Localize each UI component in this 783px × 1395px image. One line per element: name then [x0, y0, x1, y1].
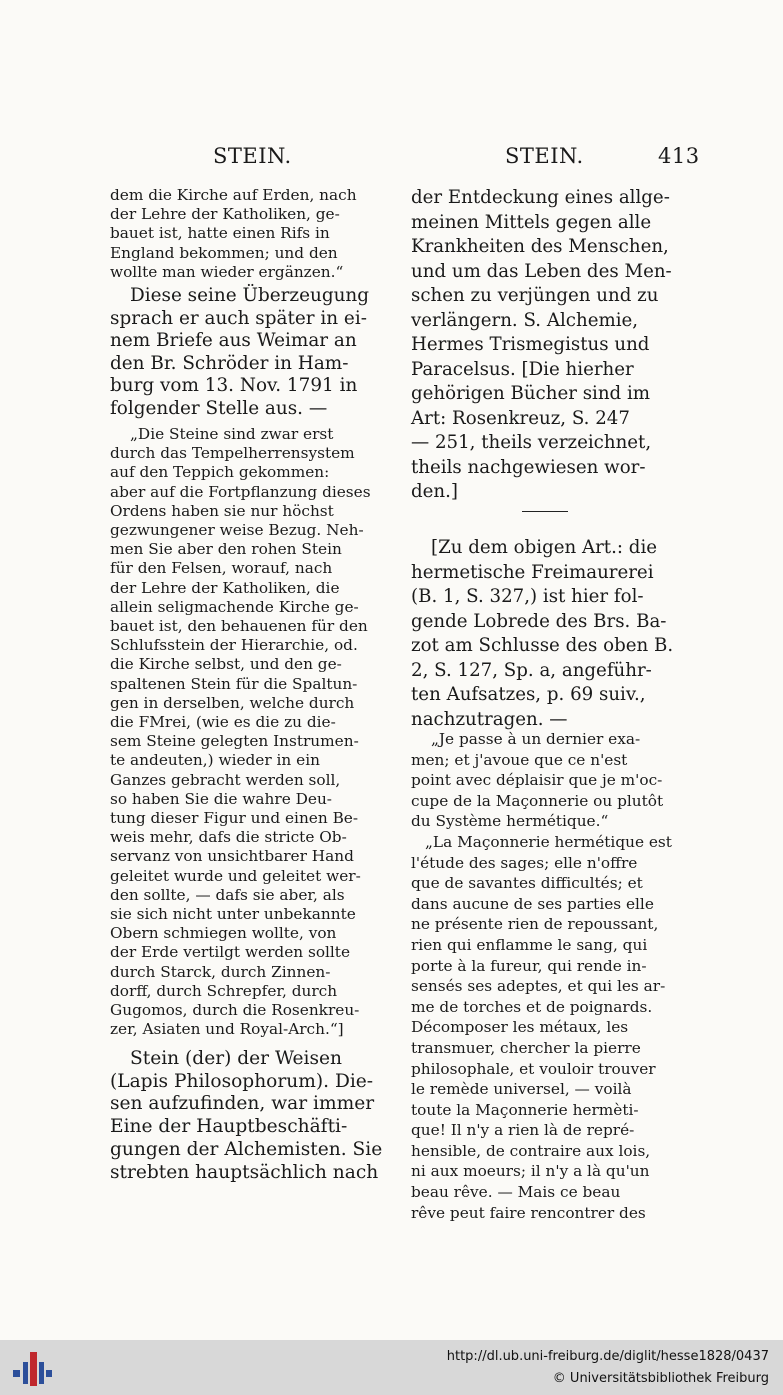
text-line: geleitet wurde und geleitet wer- [110, 866, 361, 885]
section-divider [522, 511, 568, 512]
text-line: und um das Leben des Men- [411, 260, 672, 282]
text-line: Gugomos, durch die Rosenkreu- [110, 1001, 360, 1020]
text-line: Krankheiten des Menschen, [411, 236, 669, 257]
text-line: durch Starck, durch Zinnen- [110, 962, 331, 981]
text-line: hermetische Freimaurerei [411, 561, 654, 583]
text-line: für den Felsen, worauf, nach [110, 559, 333, 578]
text-line: que! Il n'y a rien là de repré- [411, 1121, 635, 1140]
text-line: theils nachgewiesen wor- [411, 456, 646, 478]
right-paragraph-1 [411, 186, 672, 505]
library-logo-icon [12, 1348, 52, 1388]
text-line: schen zu verjüngen und zu [411, 285, 659, 306]
text-line: l'étude des sages; elle n'offre [411, 853, 638, 872]
text-line: spaltenen Stein für die Spaltun- [110, 674, 358, 693]
text-line: nachzutragen. — [411, 708, 568, 730]
text-line: gezwungener weise Bezug. Neh- [110, 521, 364, 540]
text-line: den.] [411, 481, 458, 502]
text-line: auf den Teppich gekommen: [110, 463, 330, 482]
text-line: hensible, de contraire aux lois, [411, 1141, 651, 1160]
text-line: weis mehr, dafs die stricte Ob- [110, 828, 347, 847]
text-line: (B. 1, S. 327,) ist hier fol- [411, 586, 644, 607]
text-line: ni aux moeurs; il n'y a là qu'un [411, 1162, 650, 1181]
text-line: rêve peut faire rencontrer des [411, 1203, 646, 1222]
text-line: sie sich nicht unter unbekannte [110, 905, 356, 924]
text-line: — 251, theils verzeichnet, [411, 432, 652, 453]
text-line: Ganzes gebracht werden soll, [110, 770, 341, 789]
text-line: zer, Asiaten und Royal-Arch.“] [110, 1020, 344, 1039]
text-line: dorff, durch Schrepfer, durch [110, 981, 338, 1000]
text-line: Diese seine Überzeugung [130, 285, 370, 306]
text-line: tung dieser Figur und einen Be- [110, 809, 359, 828]
text-line: me de torches et de poignards. [411, 997, 653, 1016]
text-line: philosophale, et vouloir trouver [411, 1059, 656, 1078]
text-line: ne présente rien de repoussant, [411, 915, 659, 934]
text-line: den sollte, — dafs sie aber, als [110, 885, 345, 904]
permalink-url[interactable]: http://dl.ub.uni-freiburg.de/diglit/hesse1828/0437 [446, 1349, 769, 1364]
text-line: men; et j'avoue que ce n'est [411, 750, 628, 769]
right-french-quotation [411, 729, 672, 1223]
text-line: durch das Tempelherrensystem [110, 444, 355, 463]
text-line: transmuer, chercher la pierre [411, 1038, 641, 1057]
text-line: so haben Sie die wahre Deu- [110, 789, 332, 808]
text-line: (Lapis Philosophorum). Die- [110, 1070, 374, 1092]
text-line: Obern schmiegen wollte, von [110, 924, 337, 943]
text-line: rien qui enflamme le sang, qui [411, 935, 648, 954]
text-line: dem die Kirche auf Erden, nach [110, 186, 357, 204]
text-line: strebten hauptsächlich nach [110, 1161, 379, 1183]
text-line: Art: Rosenkreuz, S. 247 [411, 407, 630, 429]
text-line: die FMrei, (wie es die zu die- [110, 713, 336, 732]
text-line: du Système hermétique.“ [411, 812, 609, 831]
text-line: te andeuten,) wieder in ein [110, 751, 320, 770]
text-line: den Br. Schröder in Ham- [110, 352, 349, 374]
text-line: der Lehre der Katholiken, die [110, 578, 340, 597]
left-paragraph-1 [110, 186, 357, 282]
text-line: England bekommen; und den [110, 243, 338, 262]
text-line: porte à la fureur, qui rende in- [411, 956, 647, 975]
text-line: sensés ses adeptes, et qui les ar- [411, 977, 666, 996]
text-line: gehörigen Bücher sind im [411, 383, 651, 404]
text-line: Schlufsstein der Hierarchie, od. [110, 636, 358, 655]
text-line: „La Maçonnerie hermétique est [425, 832, 672, 851]
text-line: [Zu dem obigen Art.: die [431, 537, 658, 558]
text-line: gende Lobrede des Brs. Ba- [411, 610, 667, 632]
text-line: wollte man wieder ergänzen.“ [110, 262, 344, 281]
text-line: die Kirche selbst, und den ge- [110, 655, 342, 674]
text-line: bauet ist, den behauenen für den [110, 617, 368, 636]
text-line: Eine der Hauptbeschäfti- [110, 1116, 348, 1138]
left-paragraph-2 [110, 285, 369, 420]
text-line: servanz von unsichtbarer Hand [110, 847, 354, 866]
text-line: bauet ist, hatte einen Rifs in [110, 224, 330, 243]
text-line: der Entdeckung eines allge- [411, 187, 670, 208]
running-head-left: STEIN. [213, 144, 292, 168]
text-line: 2, S. 127, Sp. a, angeführ- [411, 659, 652, 681]
text-line: ten Aufsatzes, p. 69 suiv., [411, 684, 646, 705]
text-line: toute la Maçonnerie hermèti- [411, 1100, 639, 1119]
text-line: sprach er auch später in ei- [110, 307, 367, 329]
text-line: Ordens haben sie nur höchst [110, 501, 334, 520]
copyright-notice: © Universitätsbibliothek Freiburg [552, 1371, 769, 1386]
page-number: 413 [658, 144, 700, 168]
text-line: meinen Mittels gegen alle [411, 211, 652, 233]
text-line: sen aufzufinden, war immer [110, 1093, 375, 1115]
left-quotation [110, 425, 371, 1040]
text-line: der Erde vertilgt werden sollte [110, 943, 351, 962]
text-line: aber auf die Fortpflanzung dieses [110, 482, 371, 501]
text-line: folgender Stelle aus. — [110, 397, 328, 419]
text-line: „Je passe à un dernier exa- [431, 730, 641, 748]
text-line: dans aucune de ses parties elle [411, 894, 654, 913]
text-line: men Sie aber den rohen Stein [110, 540, 342, 559]
text-line: cupe de la Maçonnerie ou plutôt [411, 791, 664, 810]
text-line: Hermes Trismegistus und [411, 334, 650, 355]
text-line: point avec déplaisir que je m'oc- [411, 771, 663, 790]
text-line: Paracelsus. [Die hierher [411, 358, 634, 380]
left-entry-stein-der-weisen [110, 1048, 382, 1184]
text-line: sem Steine gelegten Instrumen- [110, 732, 359, 751]
text-line: gungen der Alchemisten. Sie [110, 1138, 383, 1160]
text-line: le remède universel, — voilà [411, 1080, 632, 1099]
text-line: allein seligmachende Kirche ge- [110, 597, 359, 616]
viewer-footer-bar [0, 1340, 783, 1395]
entry-heading-line: Stein (der) der Weisen [130, 1048, 343, 1069]
text-line: que de savantes difficultés; et [411, 874, 643, 893]
text-line: beau rêve. — Mais ce beau [411, 1183, 621, 1202]
right-paragraph-2 [411, 536, 673, 732]
text-line: zot am Schlusse des oben B. [411, 635, 674, 656]
running-head-right: STEIN. [505, 144, 584, 168]
text-line: „Die Steine sind zwar erst [130, 425, 334, 443]
text-line: gen in derselben, welche durch [110, 693, 355, 712]
text-line: Décomposer les métaux, les [411, 1018, 629, 1037]
text-line: der Lehre der Katholiken, ge- [110, 205, 340, 224]
text-line: nem Briefe aus Weimar an [110, 330, 357, 351]
text-line: burg vom 13. Nov. 1791 in [110, 375, 358, 396]
text-line: verlängern. S. Alchemie, [411, 309, 639, 331]
